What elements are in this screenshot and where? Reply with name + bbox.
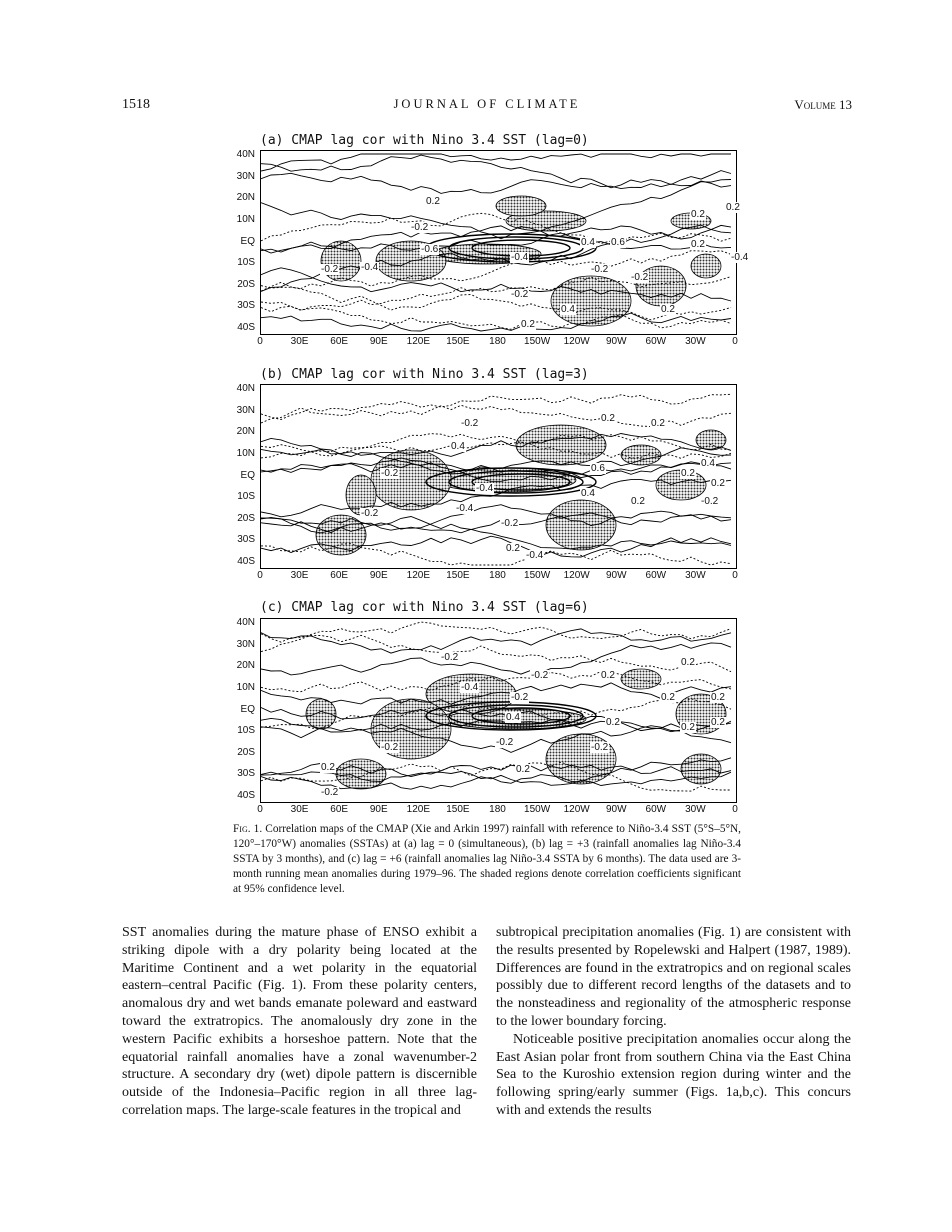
body-paragraph: subtropical precipitation anomalies (Fig. 1) are consistent with the results presented by Ropelewski and Halpert (1987, 1989). Differences are found in the extratropics and on regional scales possibly due to different record lengths of the datasets and to the nonsteadiness and regionality of the atmospheric response to the lower boundary forcing. (496, 925, 851, 1029)
contour-value-label: -0.2 (531, 670, 549, 681)
lon-tick-label: 180 (489, 804, 506, 815)
lon-tick-label: 0 (257, 336, 263, 347)
contour-line (261, 154, 731, 171)
contour-value-label: 0.2 (681, 468, 695, 479)
lon-tick-label: 0 (257, 570, 263, 581)
lon-tick-label: 30E (290, 570, 309, 581)
lat-tick-label: 30S (237, 300, 255, 312)
contour-value-label: 0.2 (506, 543, 520, 554)
contour-value-label: 0.2 (661, 304, 675, 315)
significance-shading (621, 669, 661, 689)
panel-title: (a) CMAP lag cor with Nino 3.4 SST (lag=0) (260, 133, 589, 148)
lat-tick-label: 40N (236, 149, 255, 160)
contour-value-label: 0.2 (631, 496, 645, 507)
contour-line (261, 394, 731, 419)
contour-value-label: 0.4 (581, 488, 595, 499)
contour-value-label: -0.2 (461, 418, 479, 429)
lon-tick-label: 90W (605, 570, 627, 581)
lat-tick-label: 20N (236, 660, 255, 672)
figure-panel-c (225, 600, 745, 815)
contour-value-label: -0.4 (461, 682, 479, 693)
lon-tick-label: 90E (369, 570, 388, 581)
significance-shading (321, 241, 361, 281)
lat-tick-label: 20S (237, 512, 255, 524)
lon-tick-label: 30W (685, 336, 706, 347)
figure-panel-a (225, 133, 749, 348)
lat-tick-label: 10N (236, 213, 255, 225)
contour-value-label: 0.2 (681, 657, 695, 668)
contour-value-label: 0.4 (581, 237, 595, 248)
contour-value-label: 0.2 (651, 418, 665, 429)
contour-value-label: 0.2 (711, 692, 725, 703)
caption-text: Correlation maps of the CMAP (Xie and Arkin 1997) rainfall with reference to Niño-3.4 SST (5°S–5°N, 120°–170°W) anomalies (SSTAs) at (a) lag = 0 (simultaneous), (b) lag = +3 (rainfall anomalies lag Niño-3.4 SSTA by 3 months), and (c) lag = +6 (rainfall anomalies lag Niño-3.4 SSTA by 6 months). The data used are 3-month running mean anomalies during 1979–96. The shaded regions denote correlation coefficients significant at 95% confidence level. (233, 823, 742, 895)
body-paragraph: SST anomalies during the mature phase of ENSO exhibit a striking dipole with a dry polarity being located at the Maritime Continent and a wet polarity in the equatorial eastern–central Pacific (Fig. 1). From these polarity centers, anomalous dry and wet bands emanate poleward and eastward toward the extratropics. The anomalously dry zone in the western Pacific exhibits a horseshoe pattern. Note that the equatorial rainfall anomalies have a zonal wavenumber-2 structure. A secondary dry (wet) dipole pattern is discernible outside of the Indonesia–Pacific region in all three lag-correlation maps. The large-scale features in the tropical and (122, 925, 477, 1118)
page-number: 1518 (122, 97, 150, 112)
lat-tick-label: 20S (237, 278, 255, 290)
lon-tick-label: 60E (330, 804, 349, 815)
lat-tick-label: EQ (240, 469, 255, 481)
contour-line (261, 622, 731, 642)
contour-value-label: 0.2 (691, 239, 705, 250)
contour-value-label: -0.2 (591, 264, 609, 275)
lon-tick-label: 60W (645, 570, 667, 581)
contour-value-label: 0.4 (561, 304, 575, 315)
lat-tick-label: 30N (236, 170, 255, 182)
contour-value-label: -0.2 (321, 787, 339, 798)
significance-shading (336, 759, 386, 789)
lon-tick-label: 0 (732, 570, 738, 581)
lon-tick-label: 90W (605, 336, 627, 347)
contour-value-label: -0.2 (511, 289, 529, 300)
contour-value-label: -0.4 (456, 503, 474, 514)
lat-tick-label: 10N (236, 681, 255, 693)
significance-shading (371, 450, 451, 510)
lon-tick-label: 120E (406, 804, 431, 815)
body-paragraph: Noticeable positive precipitation anomalies occur along the East Asian polar front from southern China via the East China Sea to the Kuroshio extension region during winter and the following spring/early summer (Figs. 1a,b,c). This concurs with and extends the results (496, 1031, 851, 1118)
lat-tick-label: 40S (237, 556, 255, 567)
contour-value-label: -0.2 (496, 737, 514, 748)
lat-tick-label: 40N (236, 383, 255, 394)
lon-tick-label: 30W (685, 570, 706, 581)
lat-tick-label: EQ (240, 703, 255, 715)
contour-value-label: -0.2 (591, 742, 609, 753)
contour-value-label: 0.6 (591, 463, 605, 474)
lat-tick-label: 10S (237, 257, 255, 269)
contour-value-label: -0.2 (441, 652, 459, 663)
lon-tick-label: 120W (563, 804, 590, 815)
lat-tick-label: 40S (237, 790, 255, 801)
panel-title: (c) CMAP lag cor with Nino 3.4 SST (lag=6) (260, 600, 589, 615)
lon-tick-label: 60W (645, 804, 667, 815)
contour-value-label: -0.2 (411, 222, 429, 233)
figure-caption (233, 822, 741, 897)
lon-tick-label: 90E (369, 804, 388, 815)
contour-line (261, 313, 731, 331)
lat-tick-label: 10S (237, 725, 255, 737)
significance-shading (551, 276, 631, 326)
contour-value-label: 0.2 (426, 196, 440, 207)
contour-value-label: -0.2 (701, 496, 719, 507)
lon-tick-label: 180 (489, 336, 506, 347)
panel-title: (b) CMAP lag cor with Nino 3.4 SST (lag=3) (260, 367, 589, 382)
significance-shading (681, 754, 721, 784)
caption-label: Fig. 1. (233, 823, 263, 835)
lat-tick-label: 30S (237, 534, 255, 546)
lon-tick-label: 90W (605, 804, 627, 815)
lat-tick-label: 40S (237, 322, 255, 333)
lon-tick-label: 30E (290, 804, 309, 815)
lat-tick-label: 30N (236, 638, 255, 650)
page-header (122, 97, 852, 115)
contour-value-label: 0.2 (681, 722, 695, 733)
contour-value-label: 0.2 (691, 209, 705, 220)
contour-line (261, 173, 731, 193)
contour-value-label: 0.2 (661, 692, 675, 703)
contour-value-label: 0.6 (611, 237, 625, 248)
lon-tick-label: 30W (685, 804, 706, 815)
contour-value-label: 0.2 (726, 202, 740, 213)
contour-value-label: -0.4 (511, 252, 529, 263)
contour-line (261, 180, 731, 239)
journal-name: JOURNAL OF CLIMATE (393, 97, 581, 111)
lon-tick-label: 60W (645, 336, 667, 347)
contour-value-label: -0.4 (731, 252, 749, 263)
significance-shading (496, 196, 546, 216)
contour-value-label: -0.4 (476, 483, 494, 494)
contour-value-label: 0.2 (321, 762, 335, 773)
contour-line (261, 635, 731, 671)
lon-tick-label: 0 (732, 336, 738, 347)
lon-tick-label: 150E (446, 336, 470, 347)
lon-tick-label: 150W (524, 804, 551, 815)
lat-tick-label: 40N (236, 617, 255, 628)
lon-tick-label: 60E (330, 570, 349, 581)
contour-value-label: 0.2 (601, 413, 615, 424)
contour-value-label: -0.4 (361, 262, 379, 273)
lon-tick-label: 150E (446, 804, 470, 815)
lon-tick-label: 60E (330, 336, 349, 347)
contour-value-label: 0.2 (601, 670, 615, 681)
lat-tick-label: 20N (236, 426, 255, 438)
contour-value-label: 0.4 (506, 712, 520, 723)
left-column (122, 924, 477, 1120)
lon-tick-label: 0 (257, 804, 263, 815)
contour-value-label: -0.2 (501, 518, 519, 529)
contour-value-label: -0.4 (526, 550, 544, 561)
volume-label: Volume 13 (794, 97, 852, 112)
correlation-map (260, 618, 737, 803)
contour-value-label: -0.6 (421, 244, 439, 255)
contour-value-label: 0.2 (711, 717, 725, 728)
lon-tick-label: 120W (563, 570, 590, 581)
lat-tick-label: 20S (237, 746, 255, 758)
lon-tick-label: 150E (446, 570, 470, 581)
contour-value-label: 0.4 (451, 441, 465, 452)
lon-tick-label: 30E (290, 336, 309, 347)
significance-shading (546, 500, 616, 550)
lon-tick-label: 0 (732, 804, 738, 815)
significance-shading (516, 425, 606, 465)
contour-value-label: 0.2 (711, 478, 725, 489)
contour-value-label: -0.2 (511, 692, 529, 703)
contour-value-label: -0.2 (321, 264, 339, 275)
contour-line (261, 155, 731, 188)
contour-value-label: -0.2 (381, 742, 399, 753)
contour-value-label: 0.2 (606, 717, 620, 728)
lat-tick-label: 20N (236, 192, 255, 204)
lat-tick-label: 10S (237, 491, 255, 503)
significance-shading (691, 254, 721, 278)
lon-tick-label: 90E (369, 336, 388, 347)
lon-tick-label: 120E (406, 570, 431, 581)
lon-tick-label: 120E (406, 336, 431, 347)
contour-value-label: -0.2 (631, 272, 649, 283)
lon-tick-label: 180 (489, 570, 506, 581)
contour-value-label: 0.2 (516, 764, 530, 775)
correlation-map (260, 384, 737, 569)
contour-value-label: 0.2 (521, 319, 535, 330)
lon-tick-label: 120W (563, 336, 590, 347)
lat-tick-label: 30S (237, 768, 255, 780)
contour-value-label: 0.4 (701, 458, 715, 469)
lon-tick-label: 150W (524, 336, 551, 347)
contour-value-label: -0.2 (381, 468, 399, 479)
lat-tick-label: 30N (236, 404, 255, 416)
contour-value-label: -0.2 (361, 508, 379, 519)
lon-tick-label: 150W (524, 570, 551, 581)
contour-line (261, 643, 731, 675)
significance-shading (621, 445, 661, 465)
right-column (496, 924, 851, 1120)
lat-tick-label: EQ (240, 235, 255, 247)
figure-panel-b (225, 367, 745, 582)
lat-tick-label: 10N (236, 447, 255, 459)
